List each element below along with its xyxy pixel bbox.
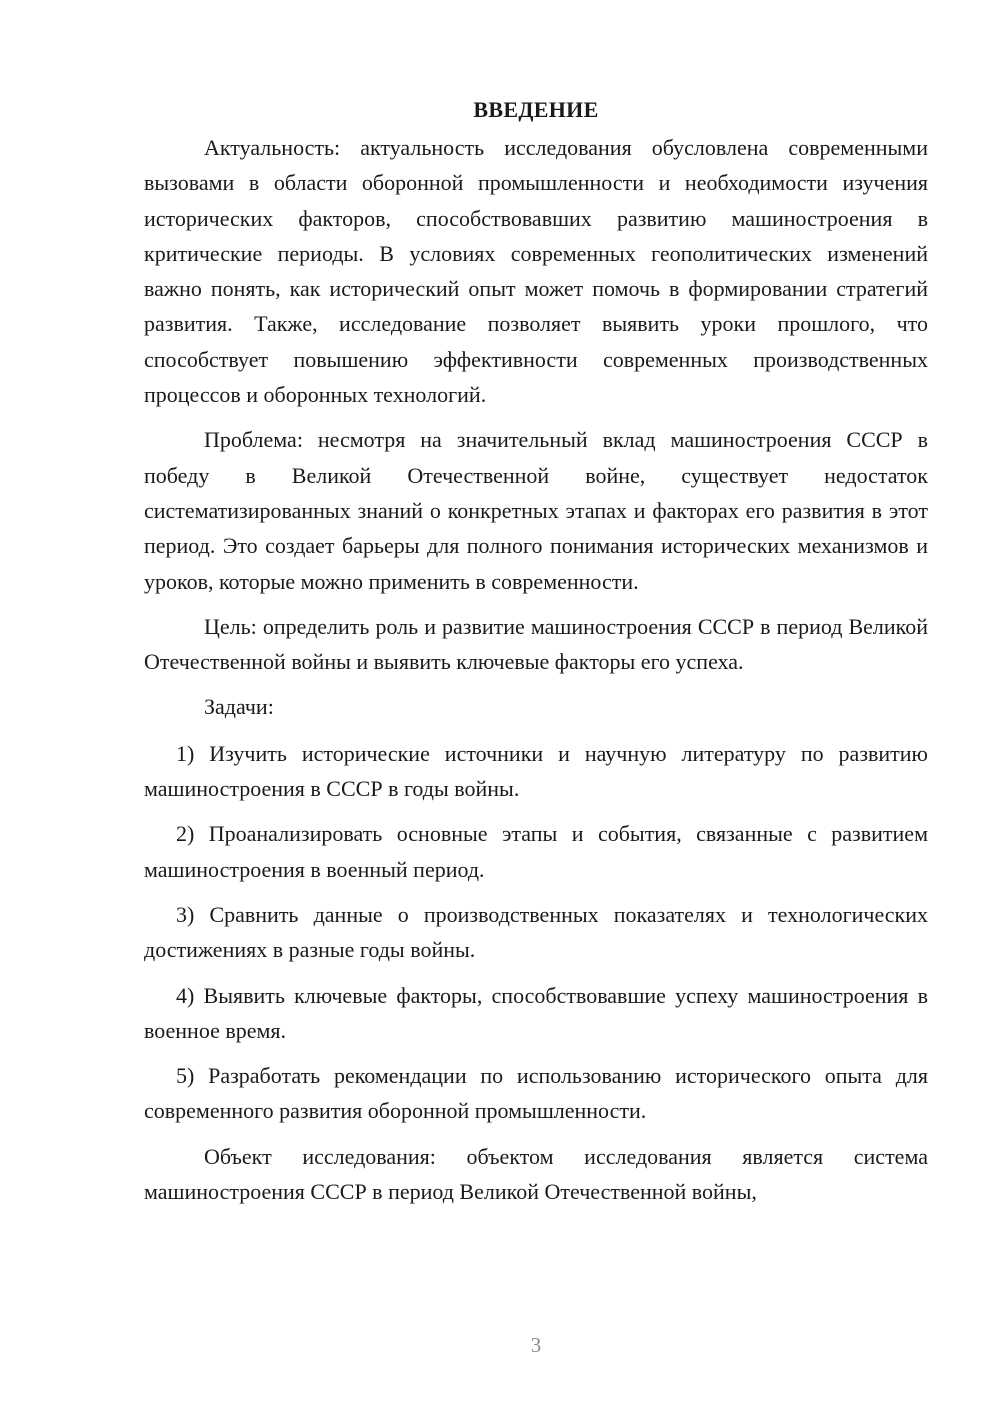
task-item-1: 1) Изучить исторические источники и научную литературу по развитию машиностроения в СССР в годы войны. [144,740,928,802]
task-item-3: 3) Сравнить данные о производственных показателях и технологических достижениях в разные годы войны. [144,901,928,963]
section-title: ВВЕДЕНИЕ [473,97,599,122]
goal-paragraph: Цель: определить роль и развитие машиностроения СССР в период Великой Отечественной войны и выявить ключевые факторы его успеха. [144,613,928,675]
object-paragraph: Объект исследования: объектом исследования является система машиностроения СССР в период Великой Отечественной войны, [144,1143,928,1205]
problem-paragraph: Проблема: несмотря на значительный вклад машиностроения СССР в победу в Великой Отечественной войне, существует недостаток систематизированных знаний о конкретных этапах и факторах его развития в этот период. Это создает барьеры для полного понимания исторических механизмов и уроков, которые можно применить в современности. [144,427,928,594]
task-item-2: 2) Проанализировать основные этапы и события, связанные с развитием машиностроения в военный период. [144,821,928,882]
task-item-4: 4) Выявить ключевые факторы, способствовавшие успеху машиностроения в военное время. [144,982,928,1043]
task-item-5: 5) Разработать рекомендации по использованию исторического опыта для современного развития оборонной промышленности. [144,1063,928,1124]
relevance-paragraph: Актуальность: актуальность исследования обусловлена современными вызовами в области оборонной промышленности и необходимости изучения исторических факторов, способствовавших развитию машиностроения в критические периоды. В условиях современных геополитических изменений важно понять, как исторический опыт может помочь в формировании стратегий развития. Также, исследование позволяет выявить уроки прошлого, что способствует повышению эффективности современных производственных процессов и оборонных технологий. [144,135,928,408]
document-page [144,92,928,1219]
page-number: 3 [530,1333,542,1357]
tasks-heading: Задачи: [204,694,274,720]
